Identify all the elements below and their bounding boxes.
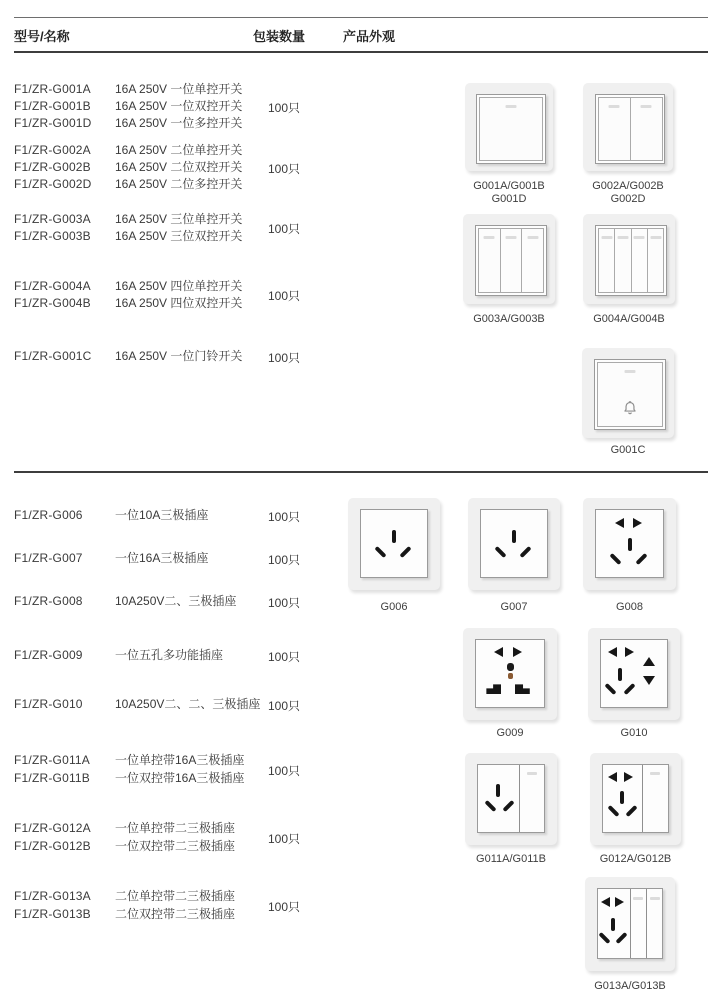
figure-label: G008 [616, 601, 643, 613]
switch-frame [476, 94, 545, 164]
desc-cell: 一位双控带二三极插座 [115, 839, 236, 853]
qty-cell: 100只 [268, 553, 301, 567]
model-cell: F1/ZR-G003A [14, 212, 91, 226]
figure-label-line: G003A/G003B [473, 313, 545, 325]
model-cell: F1/ZR-G001A [14, 82, 91, 96]
qty-cell: 100只 [268, 101, 301, 115]
qty-cell: 100只 [268, 222, 301, 236]
rocker-indicator-icon [641, 105, 652, 108]
table-row [14, 229, 242, 243]
switch-frame [594, 359, 666, 431]
panel-divider [646, 889, 647, 958]
neutral-slot-right [635, 553, 647, 565]
live-slot-left [484, 800, 496, 812]
model-cell: F1/ZR-G004B [14, 296, 91, 310]
model-cell: F1/ZR-G011B [14, 771, 90, 785]
qty-cell: 100只 [268, 699, 301, 713]
qty-cell: 100只 [268, 596, 301, 610]
figure-label [463, 313, 555, 326]
universal-hole-top [507, 663, 514, 671]
switch-rocker [597, 362, 663, 428]
table-row [14, 82, 242, 96]
figure-label: G011A/G011B [476, 853, 546, 865]
rocker-indicator-icon [484, 236, 495, 239]
table-row [14, 349, 242, 363]
switch-rocker [521, 228, 544, 294]
desc-cell: 16A 250V 二位单控开关 [115, 143, 243, 157]
doorbell-switch-image [582, 348, 674, 438]
model-cell: F1/ZR-G012A [14, 821, 91, 835]
socket-switch-combo-image [465, 753, 557, 845]
live-slot-left [605, 683, 617, 695]
model-cell: F1/ZR-G001C [14, 349, 92, 363]
model-cell: F1/ZR-G013A [14, 889, 91, 903]
earth-slot [618, 668, 622, 681]
rocker-indicator-icon [650, 897, 660, 900]
model-cell: F1/ZR-G008 [14, 594, 83, 608]
socket-3pin-16a-image [468, 498, 560, 590]
desc-cell: 一位单控带二三极插座 [115, 821, 236, 835]
socket-3pin-image [348, 498, 440, 590]
socket-frame [360, 509, 428, 578]
table-row [14, 116, 242, 130]
figure-label-line: G002D [610, 193, 646, 205]
desc-cell: 16A 250V 一位单控开关 [115, 82, 243, 96]
figure-label [583, 180, 673, 206]
flat-pin-left [608, 772, 617, 782]
qty-cell: 100只 [268, 900, 301, 914]
switch-4gang-image [583, 214, 675, 304]
flat-pin-right [633, 518, 642, 528]
round-pin-top [643, 657, 655, 666]
switch-rocker [614, 228, 631, 294]
table-row [14, 753, 244, 767]
model-cell: F1/ZR-G002B [14, 160, 91, 174]
panel-divider [642, 765, 643, 832]
rocker-indicator-icon [609, 105, 620, 108]
desc-cell: 16A 250V 一位门铃开关 [115, 349, 243, 363]
flat-pin-right [615, 897, 624, 907]
column-header-model: 型号/名称 [14, 29, 70, 44]
socket-frame [595, 509, 664, 578]
socket-frame [475, 639, 545, 708]
switch-rocker [598, 97, 631, 161]
rocker-indicator-icon [633, 897, 643, 900]
rocker-indicator-icon [617, 236, 628, 239]
table-row [14, 177, 242, 191]
model-cell: F1/ZR-G002A [14, 143, 91, 157]
model-cell: F1/ZR-G001B [14, 99, 91, 113]
model-cell: F1/ZR-G004A [14, 279, 91, 293]
live-slot-left [607, 805, 619, 817]
desc-cell: 一位10A三极插座 [115, 508, 209, 522]
figure-label: G009 [496, 727, 524, 739]
figure-label: G007 [500, 601, 528, 613]
earth-slot [620, 791, 624, 804]
figure-label-line: G004A/G004B [593, 313, 665, 325]
qty-cell: 100只 [268, 764, 301, 778]
switch-frame [595, 94, 666, 164]
panel-divider [630, 889, 631, 958]
header-rule [14, 51, 708, 53]
live-slot-left [375, 546, 387, 558]
neutral-slot-right [400, 546, 412, 558]
neutral-slot-right [520, 546, 532, 558]
desc-cell: 二位单控带二三极插座 [115, 889, 236, 903]
model-cell: F1/ZR-G006 [14, 508, 83, 522]
socket-frame [600, 639, 668, 708]
flat-pin-left [494, 647, 503, 657]
socket-frame [597, 888, 664, 959]
qty-cell: 100只 [268, 162, 301, 176]
figure-label [465, 180, 553, 206]
flat-pin-left [615, 518, 624, 528]
qty-cell: 100只 [268, 351, 301, 365]
column-header-appearance: 产品外观 [343, 29, 396, 44]
figure-label-line: G001A/G001B [473, 180, 545, 192]
socket5-switch-combo-image [590, 753, 681, 845]
column-header-qty: 包装数量 [253, 29, 306, 44]
live-slot-left [495, 546, 507, 558]
universal-hole-bottom [508, 673, 513, 679]
figure-label [582, 444, 674, 457]
rocker-indicator-icon [625, 370, 636, 373]
desc-cell: 一位五孔多功能插座 [115, 648, 224, 662]
table-row [14, 212, 242, 226]
live-slot-left [599, 932, 611, 944]
table-row [14, 508, 208, 522]
desc-cell: 16A 250V 二位多控开关 [115, 177, 243, 191]
socket-frame [602, 764, 670, 833]
neutral-slot-right [615, 932, 627, 944]
figure-label: G013A/G013B [594, 980, 666, 992]
table-row [14, 771, 244, 785]
switch-frame [475, 225, 547, 297]
desc-cell: 一位双控带16A三极插座 [115, 771, 245, 785]
earth-slot [611, 918, 615, 931]
socket-5hole-image [583, 498, 676, 590]
desc-cell: 16A 250V 四位单控开关 [115, 279, 243, 293]
neutral-slot-right [502, 800, 514, 812]
switch-1gang-image [465, 83, 553, 171]
flat-pin-left [608, 647, 617, 657]
flat-pin-right [513, 647, 522, 657]
multi-slot-right [515, 684, 530, 694]
table-row [14, 648, 223, 662]
figure-label [583, 313, 675, 326]
rocker-indicator-icon [601, 236, 612, 239]
figure-label-line: G001C [610, 444, 646, 456]
desc-cell: 16A 250V 一位多控开关 [115, 116, 243, 130]
model-cell: F1/ZR-G009 [14, 648, 83, 662]
desc-cell: 一位16A三极插座 [115, 551, 209, 565]
model-cell: F1/ZR-G011A [14, 753, 90, 767]
figure-label-line: G001D [491, 193, 527, 205]
earth-slot [496, 784, 500, 797]
switch-rocker [647, 228, 664, 294]
table-row [14, 889, 235, 903]
model-cell: F1/ZR-G013B [14, 907, 91, 921]
table-row [14, 99, 242, 113]
neutral-slot-right [626, 805, 638, 817]
switch-rocker [478, 228, 501, 294]
desc-cell: 一位单控带16A三极插座 [115, 753, 245, 767]
flat-pin-right [625, 647, 634, 657]
desc-cell: 10A250V二、三极插座 [115, 594, 237, 608]
socket-multifunction-image [463, 628, 557, 720]
switch-rocker [479, 97, 542, 161]
table-row [14, 143, 242, 157]
table-row [14, 839, 235, 853]
model-cell: F1/ZR-G003B [14, 229, 91, 243]
qty-cell: 100只 [268, 832, 301, 846]
earth-slot [628, 538, 632, 551]
socket-frame [480, 509, 548, 578]
earth-slot [392, 530, 396, 543]
figure-label: G012A/G012B [599, 853, 672, 865]
rocker-indicator-icon [650, 772, 660, 775]
socket-7hole-image [588, 628, 680, 720]
table-row [14, 594, 236, 608]
socket-frame [477, 764, 545, 833]
table-row [14, 907, 235, 921]
section-divider [14, 471, 708, 473]
switch-3gang-image [463, 214, 555, 304]
rocker-indicator-icon [634, 236, 645, 239]
switch-rocker [630, 97, 663, 161]
table-row [14, 551, 208, 565]
model-cell: F1/ZR-G010 [14, 697, 83, 711]
switch-2gang-image [583, 83, 673, 171]
qty-cell: 100只 [268, 650, 301, 664]
desc-cell: 16A 250V 一位双控开关 [115, 99, 243, 113]
flat-pin-right [624, 772, 633, 782]
desc-cell: 16A 250V 四位双控开关 [115, 296, 243, 310]
desc-cell: 二位双控带二三极插座 [115, 907, 236, 921]
socket5-2switch-combo-image [585, 877, 675, 971]
switch-frame [595, 225, 667, 297]
neutral-slot-right [624, 683, 636, 695]
table-row [14, 821, 235, 835]
doorbell-icon [621, 399, 640, 418]
desc-cell: 16A 250V 三位单控开关 [115, 212, 243, 226]
switch-rocker [598, 228, 615, 294]
model-cell: F1/ZR-G001D [14, 116, 92, 130]
rocker-indicator-icon [506, 105, 517, 108]
live-slot-left [610, 553, 622, 565]
table-row [14, 296, 242, 310]
model-cell: F1/ZR-G012B [14, 839, 91, 853]
desc-cell: 16A 250V 二位双控开关 [115, 160, 243, 174]
switch-rocker [500, 228, 523, 294]
rocker-indicator-icon [506, 236, 517, 239]
rocker-indicator-icon [527, 236, 538, 239]
figure-label-line: G002A/G002B [592, 180, 664, 192]
round-pin-bottom [643, 676, 655, 685]
switch-rocker [631, 228, 648, 294]
figure-label: G006 [380, 601, 408, 613]
multi-slot-left [486, 684, 501, 694]
model-cell: F1/ZR-G007 [14, 551, 83, 565]
rocker-indicator-icon [527, 772, 537, 775]
flat-pin-left [601, 897, 610, 907]
desc-cell: 16A 250V 三位双控开关 [115, 229, 243, 243]
earth-slot [512, 530, 516, 543]
figure-label: G010 [620, 727, 648, 739]
qty-cell: 100只 [268, 289, 301, 303]
desc-cell: 10A250V二、二、三极插座 [115, 697, 261, 711]
table-row [14, 279, 242, 293]
table-row [14, 160, 242, 174]
model-cell: F1/ZR-G002D [14, 177, 92, 191]
qty-cell: 100只 [268, 510, 301, 524]
rocker-indicator-icon [650, 236, 661, 239]
table-row [14, 697, 260, 711]
top-rule [14, 17, 708, 18]
panel-divider [519, 765, 520, 832]
